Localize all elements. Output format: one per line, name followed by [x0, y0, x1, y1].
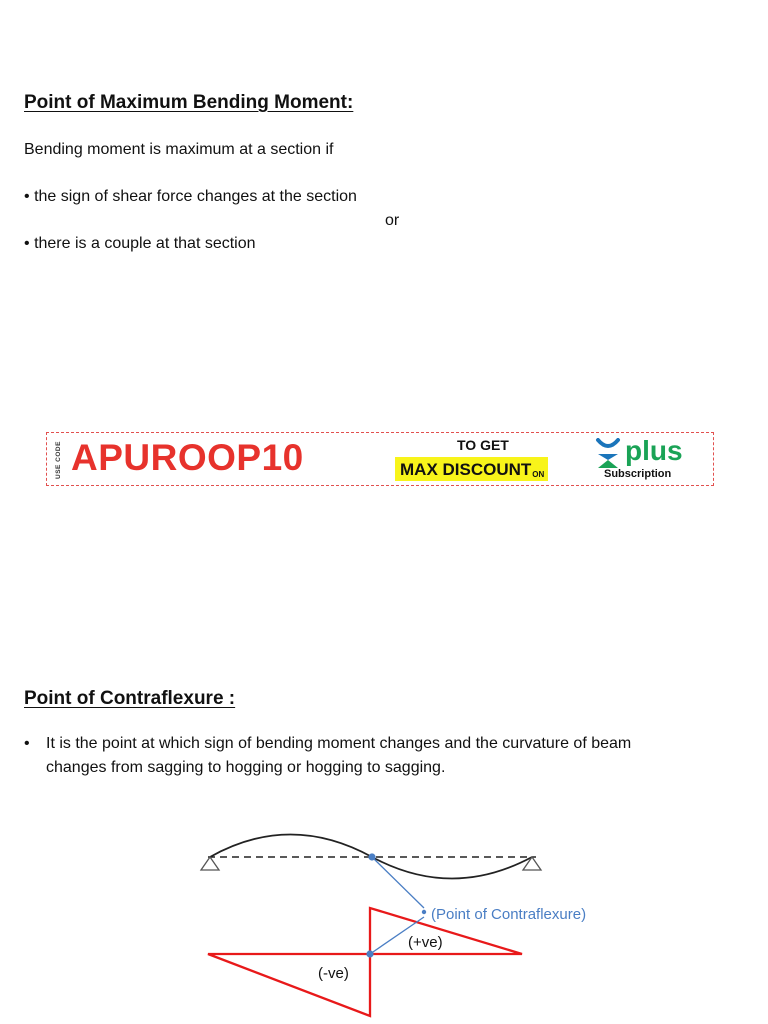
negative-moment-label: (-ve) — [318, 965, 349, 982]
promo-banner[interactable] — [46, 432, 714, 486]
max-discount-highlight — [395, 457, 548, 481]
bullet-symbol: • — [24, 188, 30, 205]
contraflexure-diagram — [0, 800, 768, 1024]
use-code-label: USE CODE — [55, 441, 62, 479]
contraflexure-definition-line1: It is the point at which sign of bending moment changes and the curvature of beam — [46, 735, 632, 752]
or-connector-text: or — [385, 212, 400, 229]
positive-moment-label: (+ve) — [408, 934, 443, 951]
contraflexure-definition-line2: changes from sagging to hogging or hogging to sagging. — [46, 759, 446, 776]
right-support-icon — [523, 857, 541, 870]
bending-moment-diagram — [208, 908, 522, 1016]
leader-junction-point — [422, 910, 426, 914]
unacademy-plus-logo-icon — [595, 438, 621, 470]
point-of-contraflexure-label: (Point of Contraflexure) — [431, 906, 587, 923]
on-text: ON — [532, 470, 545, 479]
to-get-text: TO GET — [457, 437, 509, 453]
subscription-text: Subscription — [604, 468, 672, 480]
bullet-text: there is a couple at that section — [34, 235, 256, 252]
beam-contraflexure-point — [368, 853, 375, 860]
max-discount-text: MAX DISCOUNT — [400, 460, 532, 479]
bullet-item-shear-force — [24, 188, 357, 206]
diagram-contraflexure-point — [366, 950, 373, 957]
bullet-item-couple — [24, 235, 256, 253]
contraflexure-leader-line — [372, 857, 424, 908]
section-heading-max-bending-moment: Point of Maximum Bending Moment: — [24, 92, 354, 113]
contraflexure-bullet-symbol: • — [24, 735, 30, 752]
promo-code-text: APUROOP10 — [71, 437, 304, 478]
plus-brand-text: plus — [625, 435, 683, 466]
left-support-icon — [201, 857, 219, 870]
bullet-text: the sign of shear force changes at the section — [34, 188, 357, 205]
max-moment-intro-text: Bending moment is maximum at a section if — [24, 141, 334, 158]
section-heading-contraflexure: Point of Contraflexure : — [24, 688, 236, 709]
bullet-symbol: • — [24, 235, 30, 252]
